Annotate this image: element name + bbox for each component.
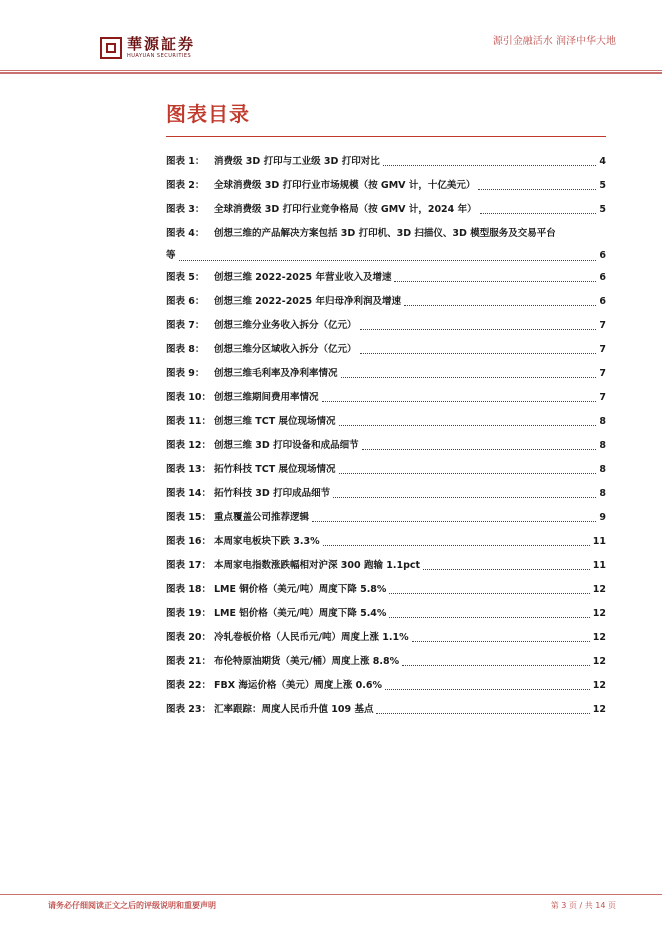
toc-label: 图表 14： <box>166 488 212 499</box>
toc-title: 创想三维 2022-2025 年归母净利润及增速 <box>214 296 401 307</box>
toc-label: 图表 11： <box>166 416 212 427</box>
toc-leader <box>402 665 590 666</box>
toc-entry[interactable] <box>166 222 606 266</box>
toc-leader <box>179 260 597 261</box>
toc-page: 12 <box>592 608 606 619</box>
toc-entry[interactable] <box>166 458 606 482</box>
toc-title: 布伦特原油期货（美元/桶）周度上涨 8.8% <box>214 656 400 667</box>
toc-label: 图表 7： <box>166 320 205 331</box>
toc-page: 8 <box>599 464 606 475</box>
toc-leader <box>339 473 597 474</box>
toc-leader <box>383 165 597 166</box>
toc-leader <box>360 353 597 354</box>
toc-label: 图表 12： <box>166 440 212 451</box>
toc-page: 11 <box>592 560 606 571</box>
company-logo <box>100 36 195 60</box>
toc-entry[interactable] <box>166 434 606 458</box>
toc-title: 创想三维 TCT 展位现场情况 <box>214 416 336 427</box>
toc-entry[interactable] <box>166 578 606 602</box>
logo-name-en: HUAYUAN SECURITIES <box>127 53 192 59</box>
toc-leader <box>341 377 597 378</box>
toc-label: 图表 5： <box>166 272 205 283</box>
toc-page: 8 <box>599 440 606 451</box>
toc-entry[interactable] <box>166 290 606 314</box>
toc-title-continued: 等 <box>166 250 176 261</box>
toc-title: 消费级 3D 打印与工业级 3D 打印对比 <box>214 156 380 167</box>
toc-title: 创想三维 2022-2025 年营业收入及增速 <box>214 272 392 283</box>
toc-label: 图表 10： <box>166 392 212 403</box>
toc-page: 7 <box>599 392 606 403</box>
header-divider-thick <box>0 72 662 74</box>
toc-label: 图表 21： <box>166 656 212 667</box>
toc-page: 6 <box>599 250 606 261</box>
toc-leader <box>389 617 589 618</box>
toc-leader <box>376 713 589 714</box>
footer-divider <box>0 894 662 895</box>
toc-title: 本周家电指数涨跌幅相对沪深 300 跑输 1.1pct <box>214 560 421 571</box>
footer-page-number: 第 3 页 / 共 14 页 <box>550 901 616 910</box>
toc-leader <box>362 449 597 450</box>
toc-label: 图表 22： <box>166 680 212 691</box>
toc-title: 本周家电板块下跌 3.3% <box>214 536 320 547</box>
toc-entry[interactable] <box>166 626 606 650</box>
header-divider <box>0 70 662 71</box>
toc-page: 7 <box>599 344 606 355</box>
toc-label: 图表 1： <box>166 156 205 167</box>
toc-entry[interactable] <box>166 314 606 338</box>
toc-page: 7 <box>599 368 606 379</box>
toc-leader <box>385 689 590 690</box>
toc-label: 图表 16： <box>166 536 212 547</box>
toc-entry[interactable] <box>166 266 606 290</box>
toc-page: 6 <box>599 272 606 283</box>
toc-leader <box>389 593 589 594</box>
toc-entry[interactable] <box>166 338 606 362</box>
toc-title: 拓竹科技 3D 打印成品细节 <box>214 488 331 499</box>
toc-leader <box>360 329 597 330</box>
toc-page: 5 <box>599 204 606 215</box>
toc-entry[interactable] <box>166 650 606 674</box>
toc-title: 创想三维分区域收入拆分（亿元） <box>214 344 357 355</box>
toc-leader <box>480 213 597 214</box>
toc-label: 图表 20： <box>166 632 212 643</box>
toc-leader <box>394 281 596 282</box>
toc-page: 12 <box>592 656 606 667</box>
toc-page: 12 <box>592 584 606 595</box>
toc-page: 12 <box>592 680 606 691</box>
toc-entry[interactable] <box>166 386 606 410</box>
toc-entry[interactable] <box>166 150 606 174</box>
toc-page: 5 <box>599 180 606 191</box>
toc-leader <box>412 641 590 642</box>
toc-label: 图表 8： <box>166 344 205 355</box>
toc-label: 图表 17： <box>166 560 212 571</box>
toc-label: 图表 2： <box>166 180 205 191</box>
toc-label: 图表 19： <box>166 608 212 619</box>
toc-entry[interactable] <box>166 554 606 578</box>
toc-title: LME 铝价格（美元/吨）周度下降 5.4% <box>214 608 387 619</box>
toc-label: 图表 3： <box>166 204 205 215</box>
toc-label: 图表 4： <box>166 228 205 239</box>
toc-title: FBX 海运价格（美元）周度上涨 0.6% <box>214 680 383 691</box>
toc-entry[interactable] <box>166 362 606 386</box>
toc-page: 9 <box>599 512 606 523</box>
toc-leader <box>404 305 596 306</box>
logo-name-cn: 華源証券 <box>127 35 196 53</box>
toc-entry[interactable] <box>166 482 606 506</box>
toc-label: 图表 18： <box>166 584 212 595</box>
toc-page: 11 <box>592 536 606 547</box>
toc-leader <box>333 497 596 498</box>
toc-page: 6 <box>599 296 606 307</box>
toc-title: 冷轧卷板价格（人民币元/吨）周度上涨 1.1% <box>214 632 409 643</box>
page-title: 图表目录 <box>166 102 250 126</box>
toc-entry[interactable] <box>166 674 606 698</box>
toc-title: 创想三维分业务收入拆分（亿元） <box>214 320 357 331</box>
toc-leader <box>478 189 596 190</box>
toc-title: 创想三维期间费用率情况 <box>214 392 319 403</box>
toc-label: 图表 15： <box>166 512 212 523</box>
toc-leader <box>312 521 596 522</box>
toc-entry[interactable] <box>166 530 606 554</box>
toc-entry[interactable] <box>166 602 606 626</box>
toc-label: 图表 13： <box>166 464 212 475</box>
toc-title: 创想三维的产品解决方案包括 3D 打印机、3D 扫描仪、3D 模型服务及交易平台 <box>214 228 556 239</box>
toc-label: 图表 23： <box>166 704 212 715</box>
toc-page: 8 <box>599 416 606 427</box>
toc-label: 图表 6： <box>166 296 205 307</box>
toc-entry[interactable] <box>166 174 606 198</box>
toc-leader <box>339 425 597 426</box>
toc-title: LME 铜价格（美元/吨）周度下降 5.8% <box>214 584 387 595</box>
footer-disclaimer: 请务必仔细阅读正文之后的评级说明和重要声明 <box>48 901 216 910</box>
toc-entry[interactable] <box>166 198 606 222</box>
toc-title: 拓竹科技 TCT 展位现场情况 <box>214 464 336 475</box>
toc-leader <box>322 401 597 402</box>
logo-mark-icon <box>100 37 122 59</box>
toc-entry[interactable] <box>166 698 606 722</box>
toc-entry[interactable] <box>166 410 606 434</box>
toc-leader <box>423 569 590 570</box>
toc-title: 创想三维 3D 打印设备和成品细节 <box>214 440 359 451</box>
toc-label: 图表 9： <box>166 368 205 379</box>
toc-page: 8 <box>599 488 606 499</box>
toc-title: 全球消费级 3D 打印行业竞争格局（按 GMV 计，2024 年） <box>214 204 477 215</box>
toc-title: 创想三维毛利率及净利率情况 <box>214 368 338 379</box>
toc-title: 汇率跟踪：周度人民币升值 109 基点 <box>214 704 374 715</box>
toc-page: 12 <box>592 632 606 643</box>
toc-page: 12 <box>592 704 606 715</box>
toc-title: 重点覆盖公司推荐逻辑 <box>214 512 310 523</box>
toc-page: 4 <box>599 156 606 167</box>
header-slogan: 源引金融活水 润泽中华大地 <box>492 36 616 47</box>
title-divider <box>166 136 606 137</box>
toc-page: 7 <box>599 320 606 331</box>
toc-list <box>166 150 606 722</box>
toc-leader <box>323 545 590 546</box>
toc-title: 全球消费级 3D 打印行业市场规模（按 GMV 计，十亿美元） <box>214 180 476 191</box>
toc-entry[interactable] <box>166 506 606 530</box>
